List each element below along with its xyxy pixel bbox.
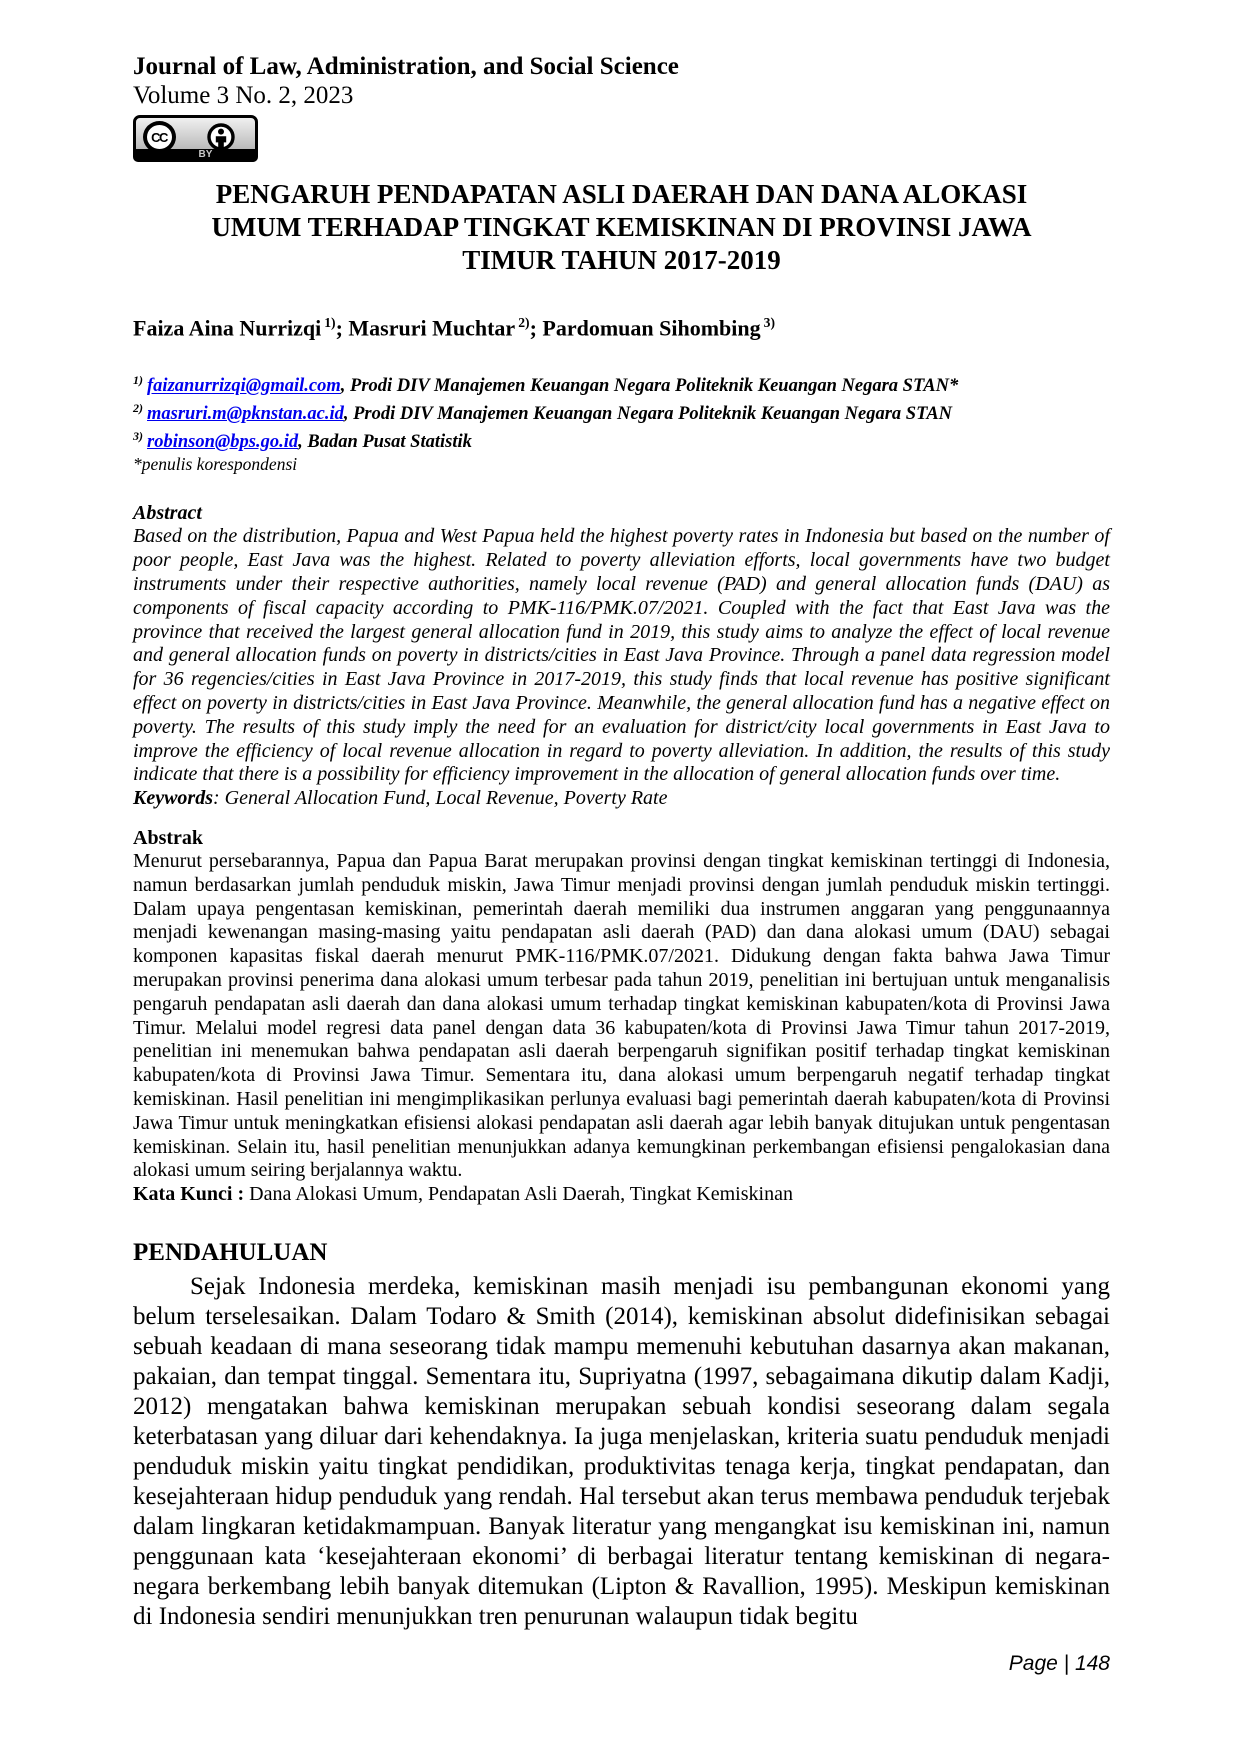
- introduction-paragraph: Sejak Indonesia merdeka, kemiskinan masih menjadi isu pembangunan ekonomi yang belum terselesaikan. Dalam Todaro & Smith (2014), kemiskinan absolut didefinisikan sebagai sebuah keadaan di mana seseorang tidak mampu memenuhi kebutuhan dasarnya akan makanan, pakaian, dan tempat tinggal. Sementara itu, Supriyatna (1997, sebagaimana dikutip dalam Kadji, 2012) mengatakan bahwa kemiskinan merupakan sebuah kondisi seseorang dalam segala keterbatasan yang diluar dari kehendaknya. Ia juga menjelaskan, kriteria suatu penduduk menjadi penduduk miskin yaitu tingkat pendidikan, produktivitas tenaga kerja, tingkat pendapatan, dan kesejahteraan hidup penduduk yang rendah. Hal tersebut akan terus membawa penduduk terjebak dalam lingkaran ketidakmampuan. Banyak literatur yang mengangkat isu kemiskinan ini, namun penggunaan kata ‘kesejahteraan ekonomi’ di berbagai literatur tentang kemiskinan di negara- negara berkembang lebih banyak ditemukan (Lipton & Ravallion, 1995). Meskipun kemiskinan di Indonesia sendiri menunjukkan tren penurunan walaupun tidak begitu: [133, 1272, 1110, 1630]
- author-name: Pardomuan Sihombing: [542, 315, 761, 341]
- affiliation-email-link[interactable]: robinson@bps.go.id: [147, 431, 299, 452]
- author-superscript: 1): [324, 314, 336, 330]
- license-bar: [133, 149, 258, 162]
- affiliation-text: , Prodi DIV Manajemen Keuangan Negara Politeknik Keuangan Negara STAN: [343, 404, 953, 425]
- author-superscript: 3): [763, 314, 775, 330]
- affiliation-text: , Badan Pusat Statistik: [298, 431, 472, 452]
- affiliation-line: [133, 426, 1110, 454]
- abstract-heading: Abstract: [133, 502, 202, 525]
- cc-icon: CC: [143, 121, 176, 153]
- keywords-label: Keywords: [133, 787, 213, 810]
- abstract-body: Based on the distribution, Papua and West Papua held the highest poverty rates in Indonesia but based on the number of poor people, East Java was the highest. Related to poverty alleviation efforts, local governments have two budget instruments under their respective authorities, namely local revenue (PAD) and general allocation funds (DAU) as components of fiscal capacity according to PMK-116/PMK.07/2021. Coupled with the fact that East Java was the province that received the largest general allocation fund in 2019, this study aims to analyze the effect of local revenue and general allocation funds on poverty in districts/cities in East Java Province. Through a panel data regression model for 36 regencies/cities in East Java Province in 2017-2019, this study finds that local revenue has positive significant effect on poverty in districts/cities in East Java Province. Meanwhile, the general allocation fund has a negative effect on poverty. The results of this study imply the need for an evaluation for district/city local governments in East Java to improve the efficiency of local revenue allocation in regard to poverty alleviation. In addition, the results of this study indicate that there is a possibility for efficiency improvement in the allocation of general allocation funds over time.: [133, 525, 1110, 786]
- affiliation-superscript: 3): [133, 428, 144, 443]
- affiliation-superscript: 1): [133, 373, 144, 388]
- kata-kunci-text: Dana Alokasi Umum, Pendapatan Asli Daerah, Tingkat Kemiskinan: [244, 1183, 793, 1206]
- journal-name: Journal of Law, Administration, and Social Science: [133, 53, 679, 80]
- article-title: PENGARUH PENDAPATAN ASLI DAERAH DAN DANA ALOKASI UMUM TERHADAP TINGKAT KEMISKINAN DI PROVINSI JAWA TIMUR TAHUN 2017-2019: [211, 179, 1032, 275]
- author-name: Faiza Aina Nurrizqi: [133, 315, 322, 341]
- affiliations-block: [133, 370, 1110, 475]
- authors-line: [133, 315, 1110, 341]
- keywords-text: : General Allocation Fund, Local Revenue, Poverty Rate: [213, 787, 668, 810]
- attribution-person-icon: [206, 122, 236, 152]
- by-label: BY: [198, 149, 213, 160]
- page-number: Page | 148: [1008, 1652, 1110, 1675]
- affiliation-text: , Prodi DIV Manajemen Keuangan Negara Politeknik Keuangan Negara STAN*: [340, 376, 959, 397]
- keywords-line: [133, 787, 1110, 811]
- correspondence-note: *penulis korespondensi: [133, 454, 298, 475]
- page-header: [133, 52, 1110, 162]
- affiliation-line: [133, 370, 1110, 398]
- abstrak-body: Menurut persebarannya, Papua dan Papua Barat merupakan provinsi dengan tingkat kemiskinan tertinggi di Indonesia, namun berdasarkan jumlah penduduk miskin, Jawa Timur menjadi provinsi dengan jumlah penduduk miskin tertinggi. Dalam upaya pengentasan kemiskinan, pemerintah daerah memiliki dua instrumen anggaran yang penggunaannya menjadi kewenangan masing-masing yaitu pendapatan asli daerah (PAD) dan dana alokasi umum (DAU) sebagai komponen kapasitas fiskal daerah menurut PMK-116/PMK.07/2021. Didukung dengan fakta bahwa Jawa Timur merupakan provinsi penerima dana alokasi umum terbesar pada tahun 2019, penelitian ini bertujuan untuk menganalisis pengaruh pendapatan asli daerah dan dana alokasi umum terhadap tingkat kemiskinan kabupaten/kota di Provinsi Jawa Timur. Melalui model regresi data panel dengan data 36 kabupaten/kota di Provinsi Jawa Timur tahun 2017-2019, penelitian ini menemukan bahwa pendapatan asli daerah berpengaruh signifikan positif terhadap tingkat kemiskinan kabupaten/kota di Provinsi Jawa Timur. Sementara itu, dana alokasi umum berpengaruh negatif terhadap tingkat kemiskinan. Hasil penelitian ini mengimplikasikan perlunya evaluasi bagi pemerintah daerah kabupaten/kota di Provinsi Jawa Timur untuk meningkatkan efisiensi alokasi pendapatan asli daerah agar lebih banyak ditujukan untuk pengentasan kemiskinan. Selain itu, hasil penelitian menunjukkan adanya kemungkinan perkembangan efisiensi pengalokasian dana alokasi umum seiring berjalannya waktu.: [133, 849, 1110, 1182]
- affiliation-email-link[interactable]: masruri.m@pknstan.ac.id: [147, 404, 344, 425]
- introduction-heading: PENDAHULUAN: [133, 1238, 328, 1266]
- cc-by-license-badge[interactable]: [133, 115, 258, 162]
- author-superscript: 2): [518, 314, 530, 330]
- author-name: Masruri Muchtar: [348, 315, 516, 341]
- affiliation-line: [133, 398, 1110, 426]
- kata-kunci-label: Kata Kunci :: [133, 1183, 245, 1206]
- affiliation-superscript: 2): [133, 401, 144, 416]
- author-separator: ;: [529, 315, 543, 341]
- abstrak-heading: Abstrak: [133, 826, 204, 849]
- affiliation-email-link[interactable]: faizanurrizqi@gmail.com: [147, 376, 341, 397]
- author-separator: ;: [335, 315, 349, 341]
- kata-kunci-line: [133, 1183, 1110, 1207]
- volume-line: Volume 3 No. 2, 2023: [133, 82, 354, 109]
